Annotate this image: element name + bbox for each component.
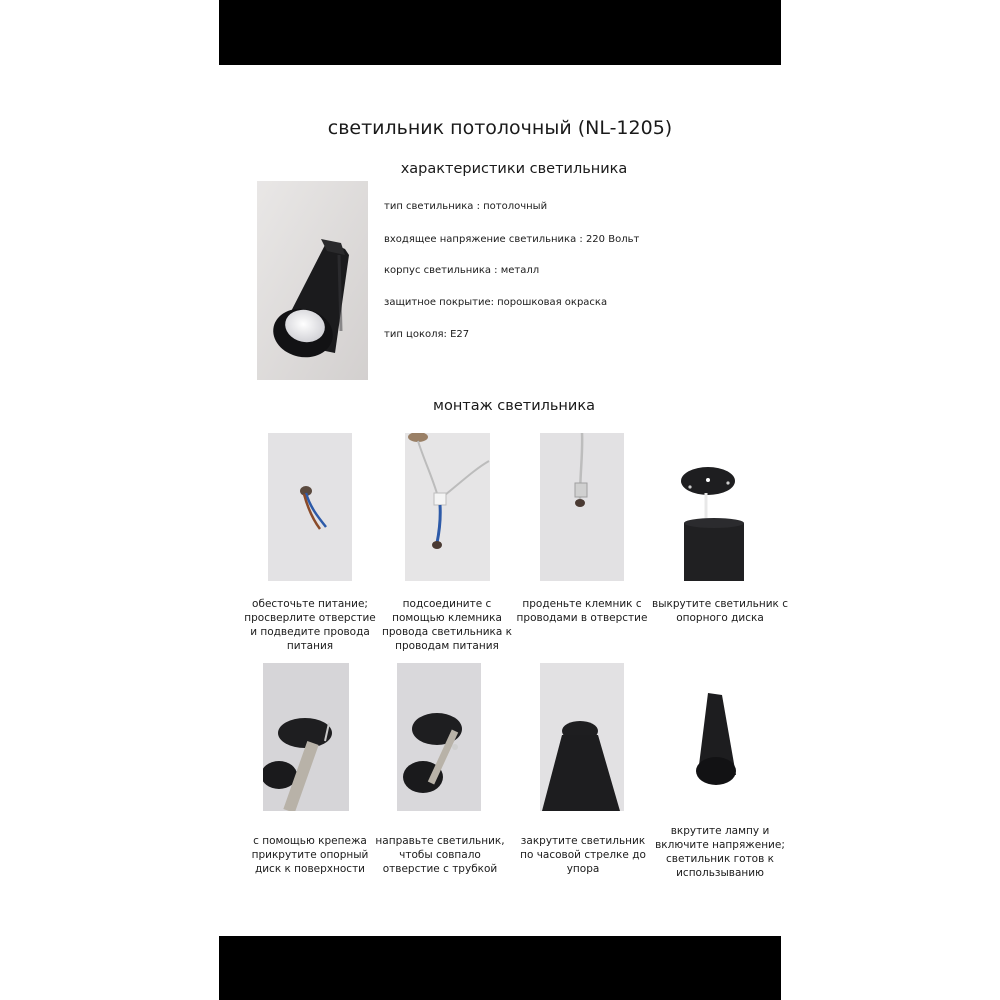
specs-heading: характеристики светильника [400, 161, 628, 177]
step-5-photo [263, 663, 349, 811]
step-2-photo [405, 433, 490, 581]
top-black-bar [219, 0, 781, 65]
step-1-photo [268, 433, 352, 581]
page-title: светильник потолочный (NL-1205) [327, 117, 673, 139]
spec-voltage: входящее напряжение светильника : 220 Вольт [384, 234, 640, 245]
spec-coating: защитное покрытие: порошковая окраска [384, 297, 608, 308]
step-5-caption: с помощью крепежа прикрутите опорный диск к поверхности [251, 835, 369, 875]
step-2-caption: подсоедините с помощью клемника провода светильника к проводам питания [381, 598, 512, 652]
step-4-photo [678, 463, 762, 581]
spec-body: корпус светильника : металл [384, 265, 540, 276]
install-heading: монтаж светильника [433, 398, 595, 414]
spec-socket: тип цоколя: Е27 [384, 329, 470, 340]
product-photo [257, 181, 368, 380]
step-4-caption: выкрутите светильник с опорного диска [652, 598, 788, 624]
step-3-caption: проденьте клемник с проводами в отверстие [516, 598, 648, 624]
step-7-photo [540, 663, 624, 811]
step-8-caption: вкрутите лампу и включите напряжение; светильник готов к использыванию [655, 825, 785, 879]
bottom-black-bar [219, 936, 781, 1000]
instruction-sheet [219, 65, 788, 936]
step-3-photo [540, 433, 624, 581]
step-7-caption: закрутите светильник по часовой стрелке до упора [520, 835, 646, 875]
step-6-caption: направьте светильник, чтобы совпало отверстие с трубкой [375, 835, 505, 875]
step-8-photo [678, 655, 762, 803]
step-1-caption: обесточьте питание; просверлите отверстие и подведите провода питания [244, 598, 376, 652]
step-6-photo [397, 663, 481, 811]
spec-type: тип светильника : потолочный [384, 201, 548, 212]
